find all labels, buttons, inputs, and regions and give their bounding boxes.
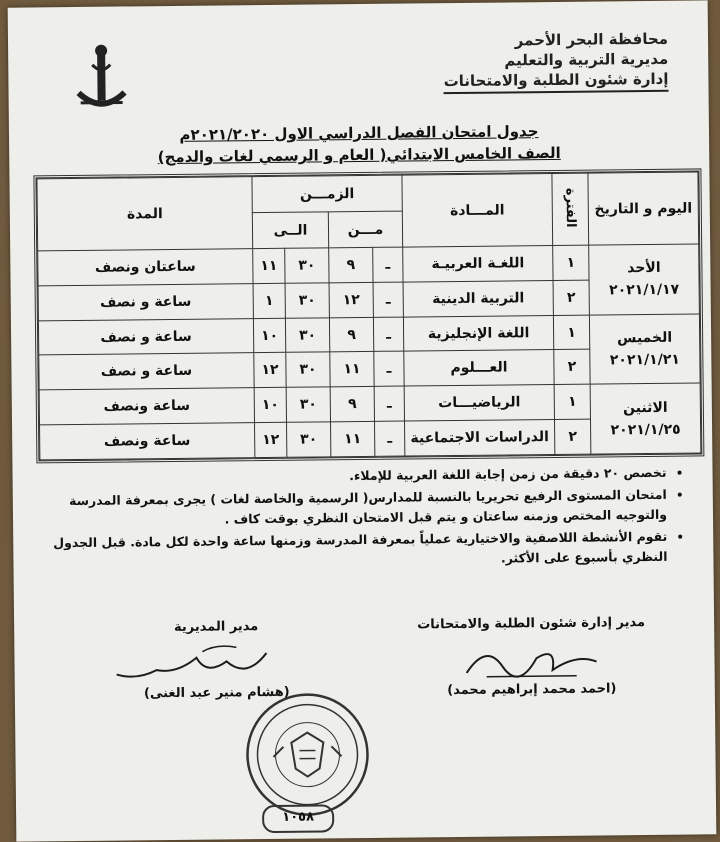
header-from: مـــن <box>328 211 402 248</box>
duration-cell: ساعة و نصف <box>38 318 253 355</box>
note-item: • تخصص ٢٠ دقيقة من زمن إجابة اللغة العربية للإملاء. <box>42 463 666 490</box>
header-period: الفترة <box>552 173 589 245</box>
header-duration: المدة <box>37 177 253 251</box>
header-department: إدارة شئون الطلبة والامتحانات <box>444 69 669 94</box>
dash-cell: ـ <box>375 421 405 456</box>
from-hour-cell: ١١ <box>330 352 374 387</box>
to-minute-cell: ٣٠ <box>285 283 329 318</box>
signature-block-directorate <box>126 619 306 702</box>
title-line-1: جدول امتحان الفصل الدراسي الاول ٢٠٢١/٢٠٢٠م <box>179 122 539 144</box>
signature-name: (هشام منير عبد الغنى) <box>143 684 290 702</box>
exam-schedule-document <box>8 0 717 841</box>
duration-cell: ساعتان ونصف <box>38 249 253 286</box>
to-hour-cell: ١ <box>253 283 285 318</box>
to-minute-cell: ٣٠ <box>286 352 330 387</box>
to-minute-cell: ٣٠ <box>287 422 331 457</box>
subject-cell: اللغـة العربيـة <box>403 245 553 281</box>
to-minute-cell: ٣٠ <box>285 248 329 283</box>
handwritten-signature-icon <box>106 639 276 687</box>
duration-cell: ساعة ونصف <box>39 388 254 425</box>
to-hour-cell: ١١ <box>253 248 285 283</box>
schedule-table <box>33 168 704 463</box>
period-cell: ١ <box>554 384 590 419</box>
period-cell: ٢ <box>554 419 590 454</box>
header-time: الزمـــن <box>252 175 402 213</box>
title-line-2: الصف الخامس الابتدائي( العام و الرسمي لغات والدمج) <box>157 143 561 167</box>
duration-cell: ساعة و نصف <box>39 353 254 390</box>
header-subject: المـــادة <box>402 173 553 247</box>
period-cell: ١ <box>553 315 589 350</box>
ministry-logo-icon <box>70 40 133 121</box>
dash-cell: ـ <box>374 352 404 387</box>
dash-cell: ـ <box>374 386 404 421</box>
period-cell: ٢ <box>554 350 590 385</box>
note-item: • امتحان المستوى الرفيع تحريريا بالنسبة للمدارس( الرسمية والخاصة لغات ) يجرى بمعرفة المدرسة والتوجيه المختص وزمنه ساعتان و يتم قبل الامتحان النظري بوقت كاف . <box>43 485 667 532</box>
duration-cell: ساعة ونصف <box>40 423 255 460</box>
to-hour-cell: ١٠ <box>254 388 286 423</box>
duration-cell: ساعة و نصف <box>38 283 253 320</box>
official-seal-icon <box>243 690 372 819</box>
dash-cell: ـ <box>373 282 403 317</box>
to-minute-cell: ٣٠ <box>286 387 330 422</box>
notes-list <box>42 463 685 576</box>
from-hour-cell: ٩ <box>329 317 373 352</box>
day-cell: الخميس ٢٠٢١/١/٢١ <box>589 314 700 385</box>
handwritten-signature-icon <box>456 635 606 683</box>
dash-cell: ـ <box>373 247 403 282</box>
dash-cell: ـ <box>373 317 403 352</box>
from-hour-cell: ١١ <box>331 422 375 457</box>
from-hour-cell: ١٢ <box>329 282 373 317</box>
from-hour-cell: ٩ <box>330 387 374 422</box>
subject-cell: الدراسات الاجتماعية <box>405 420 555 456</box>
day-cell: الأحد ٢٠٢١/١/١٧ <box>589 244 700 315</box>
header-directorate: مديرية التربية والتعليم <box>504 49 669 70</box>
header-governorate: محافظة البحر الأحمر <box>514 29 669 50</box>
signature-block-department <box>406 615 656 699</box>
period-cell: ١ <box>553 245 589 280</box>
document-title <box>9 118 709 169</box>
subject-cell: العـــلوم <box>404 350 554 386</box>
subject-cell: التربية الدينية <box>403 280 553 316</box>
period-cell: ٢ <box>553 280 589 315</box>
to-hour-cell: ١٠ <box>253 318 285 353</box>
stamp-number: ١٠٥٨ <box>262 804 334 833</box>
to-hour-cell: ١٢ <box>254 353 286 388</box>
subject-cell: الرياضيـــات <box>404 385 554 421</box>
signature-name: (احمد محمد إبراهيم محمد) <box>447 681 617 699</box>
signature-role: مدير إدارة شئون الطلبة والامتحانات <box>417 615 646 633</box>
to-minute-cell: ٣٠ <box>285 317 329 352</box>
header-day-date: اليوم و التاريخ <box>588 172 699 245</box>
subject-cell: اللغة الإنجليزية <box>403 315 553 351</box>
note-item: • تقوم الأنشطة اللاصفية والاختيارية عملياً بمعرفة المدرسة وزمنها ساعة واحدة لكل مادة. قبل الجدول النظري بأسبوع على الأكثر. <box>43 527 667 574</box>
header-to: الــى <box>252 212 328 249</box>
header-authority <box>443 29 668 94</box>
signature-role: مدير المديرية <box>173 619 259 635</box>
day-cell: الاثنين ٢٠٢١/١/٢٥ <box>590 383 701 454</box>
from-hour-cell: ٩ <box>329 247 373 282</box>
to-hour-cell: ١٢ <box>255 422 287 457</box>
